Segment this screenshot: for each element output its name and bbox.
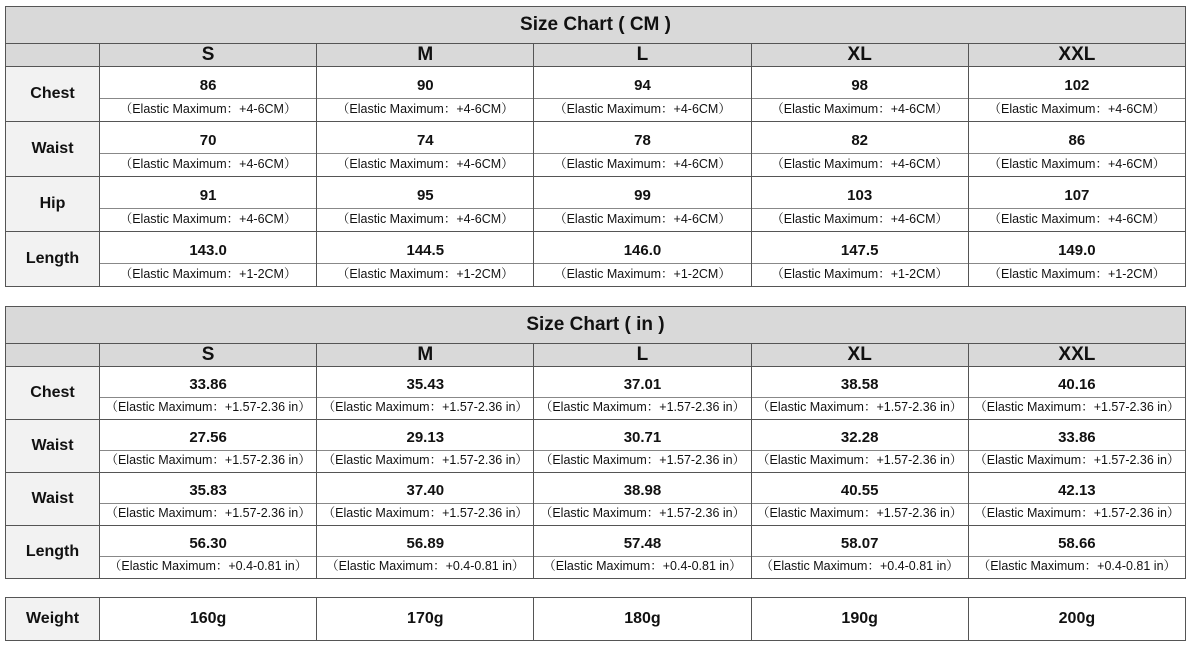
measure-value: 56.30 — [189, 535, 227, 552]
elastic-note: （Elastic Maximum：+4-6CM） — [317, 153, 533, 176]
elastic-note: （Elastic Maximum：+1.57-2.36 in） — [317, 397, 533, 419]
measure-cell — [534, 67, 751, 122]
elastic-note: （Elastic Maximum：+4-6CM） — [969, 98, 1185, 121]
table-row — [6, 420, 1186, 473]
measure-value: 42.13 — [1058, 482, 1096, 499]
measure-value: 38.58 — [840, 376, 879, 393]
measure-value: 70 — [199, 132, 217, 149]
measure-cell — [968, 177, 1185, 232]
measure-value: 74 — [416, 132, 434, 149]
elastic-note: （Elastic Maximum：+4-6CM） — [969, 153, 1185, 176]
measure-cell — [534, 420, 751, 473]
row-label: Chest — [6, 67, 100, 122]
elastic-note: （Elastic Maximum：+1-2CM） — [317, 263, 533, 286]
elastic-note: （Elastic Maximum：+1.57-2.36 in） — [969, 450, 1185, 472]
measure-cell — [968, 367, 1185, 420]
table-row — [6, 473, 1186, 526]
elastic-note: （Elastic Maximum：+1-2CM） — [534, 263, 750, 286]
weight-value: 160g — [100, 598, 317, 641]
measure-value: 40.16 — [1058, 376, 1096, 393]
elastic-note: （Elastic Maximum：+1.57-2.36 in） — [100, 503, 316, 525]
weight-value: 170g — [317, 598, 534, 641]
measure-value: 103 — [847, 187, 873, 204]
row-label: Waist — [6, 420, 100, 473]
measure-value: 99 — [634, 187, 651, 204]
table-row — [6, 367, 1186, 420]
elastic-note: （Elastic Maximum：+1-2CM） — [969, 263, 1185, 286]
size-header-xl: XL — [751, 44, 968, 67]
weight-value: 190g — [751, 598, 968, 641]
elastic-note: （Elastic Maximum：+4-6CM） — [317, 208, 533, 231]
measure-cell — [968, 122, 1185, 177]
measure-cell — [100, 367, 317, 420]
measure-value: 37.40 — [406, 482, 445, 499]
table-row — [6, 122, 1186, 177]
measure-cell — [751, 420, 968, 473]
elastic-note: （Elastic Maximum：+0.4-0.81 in） — [534, 556, 750, 578]
elastic-note: （Elastic Maximum：+4-6CM） — [534, 153, 750, 176]
elastic-note: （Elastic Maximum：+4-6CM） — [100, 153, 316, 176]
measure-value: 37.01 — [623, 376, 662, 393]
row-label: Length — [6, 232, 100, 287]
row-label: Waist — [6, 473, 100, 526]
row-label: Hip — [6, 177, 100, 232]
size-header-m: M — [317, 44, 534, 67]
size-header-m: M — [317, 344, 534, 367]
measure-value: 98 — [851, 77, 868, 94]
measure-cell — [317, 232, 534, 287]
measure-value: 94 — [634, 77, 651, 94]
elastic-note: （Elastic Maximum：+4-6CM） — [969, 208, 1185, 231]
corner-cell — [6, 344, 100, 367]
size-chart-cm-table — [5, 6, 1186, 287]
measure-value: 38.98 — [623, 482, 662, 499]
elastic-note: （Elastic Maximum：+1-2CM） — [752, 263, 968, 286]
measure-cell — [751, 122, 968, 177]
weight-value: 180g — [534, 598, 751, 641]
measure-cell — [751, 526, 968, 579]
measure-value: 107 — [1064, 187, 1090, 204]
measure-cell — [317, 122, 534, 177]
table-row — [6, 177, 1186, 232]
elastic-note: （Elastic Maximum：+1.57-2.36 in） — [534, 397, 750, 419]
measure-cell — [100, 526, 317, 579]
elastic-note: （Elastic Maximum：+4-6CM） — [317, 98, 533, 121]
table-row — [6, 598, 1186, 641]
elastic-note: （Elastic Maximum：+0.4-0.81 in） — [969, 556, 1185, 578]
corner-cell — [6, 44, 100, 67]
measure-value: 57.48 — [623, 535, 662, 552]
measure-value: 35.83 — [189, 482, 227, 499]
size-header-l: L — [534, 44, 751, 67]
table-row — [6, 67, 1186, 122]
size-header-s: S — [100, 44, 317, 67]
measure-cell — [968, 67, 1185, 122]
measure-cell — [100, 473, 317, 526]
measure-value: 78 — [634, 132, 651, 149]
measure-cell — [317, 473, 534, 526]
measure-value: 56.89 — [406, 535, 445, 552]
elastic-note: （Elastic Maximum：+0.4-0.81 in） — [100, 556, 316, 578]
measure-value: 95 — [416, 187, 434, 204]
measure-value: 102 — [1064, 77, 1090, 94]
elastic-note: （Elastic Maximum：+1-2CM） — [100, 263, 316, 286]
measure-cell — [317, 420, 534, 473]
measure-value: 149.0 — [1058, 242, 1096, 259]
measure-value: 86 — [199, 77, 217, 94]
row-label: Length — [6, 526, 100, 579]
table-title: Size Chart ( in ) — [6, 307, 1186, 344]
elastic-note: （Elastic Maximum：+1.57-2.36 in） — [969, 503, 1185, 525]
elastic-note: （Elastic Maximum：+1.57-2.36 in） — [752, 450, 968, 472]
size-header-l: L — [534, 344, 751, 367]
measure-value: 58.07 — [840, 535, 879, 552]
elastic-note: （Elastic Maximum：+4-6CM） — [752, 98, 968, 121]
elastic-note: （Elastic Maximum：+1.57-2.36 in） — [100, 397, 316, 419]
elastic-note: （Elastic Maximum：+4-6CM） — [534, 98, 750, 121]
elastic-note: （Elastic Maximum：+1.57-2.36 in） — [752, 397, 968, 419]
measure-cell — [534, 367, 751, 420]
table-row — [6, 232, 1186, 287]
elastic-note: （Elastic Maximum：+4-6CM） — [752, 153, 968, 176]
measure-value: 146.0 — [623, 242, 662, 259]
measure-value: 27.56 — [189, 429, 227, 446]
elastic-note: （Elastic Maximum：+1.57-2.36 in） — [534, 450, 750, 472]
elastic-note: （Elastic Maximum：+1.57-2.36 in） — [100, 450, 316, 472]
measure-cell — [968, 232, 1185, 287]
row-label: Chest — [6, 367, 100, 420]
measure-value: 86 — [1068, 132, 1086, 149]
measure-cell — [100, 232, 317, 287]
size-header-xxl: XXL — [968, 344, 1185, 367]
table-row — [6, 526, 1186, 579]
elastic-note: （Elastic Maximum：+1.57-2.36 in） — [752, 503, 968, 525]
size-header-s: S — [100, 344, 317, 367]
measure-cell — [100, 67, 317, 122]
row-label: Weight — [6, 598, 100, 641]
size-header-xl: XL — [751, 344, 968, 367]
measure-value: 30.71 — [623, 429, 662, 446]
measure-value: 32.28 — [840, 429, 879, 446]
measure-cell — [534, 232, 751, 287]
measure-cell — [317, 367, 534, 420]
measure-value: 58.66 — [1058, 535, 1096, 552]
measure-value: 143.0 — [189, 242, 227, 259]
measure-value: 91 — [199, 187, 217, 204]
measure-cell — [100, 420, 317, 473]
elastic-note: （Elastic Maximum：+4-6CM） — [100, 98, 316, 121]
measure-cell — [100, 177, 317, 232]
elastic-note: （Elastic Maximum：+0.4-0.81 in） — [752, 556, 968, 578]
measure-cell — [751, 67, 968, 122]
table-title: Size Chart ( CM ) — [6, 7, 1186, 44]
measure-cell — [317, 67, 534, 122]
measure-value: 82 — [851, 132, 868, 149]
measure-cell — [751, 473, 968, 526]
measure-cell — [317, 526, 534, 579]
measure-cell — [534, 526, 751, 579]
weight-table — [5, 597, 1186, 641]
elastic-note: （Elastic Maximum：+4-6CM） — [100, 208, 316, 231]
elastic-note: （Elastic Maximum：+4-6CM） — [752, 208, 968, 231]
measure-cell — [100, 122, 317, 177]
elastic-note: （Elastic Maximum：+1.57-2.36 in） — [969, 397, 1185, 419]
measure-cell — [751, 232, 968, 287]
weight-value: 200g — [968, 598, 1185, 641]
measure-value: 33.86 — [1058, 429, 1096, 446]
measure-cell — [534, 177, 751, 232]
measure-cell — [968, 420, 1185, 473]
size-header-xxl: XXL — [968, 44, 1185, 67]
row-label: Waist — [6, 122, 100, 177]
measure-cell — [968, 473, 1185, 526]
measure-cell — [534, 122, 751, 177]
measure-cell — [751, 367, 968, 420]
measure-value: 29.13 — [406, 429, 445, 446]
elastic-note: （Elastic Maximum：+1.57-2.36 in） — [317, 503, 533, 525]
size-chart-in-table — [5, 306, 1186, 579]
elastic-note: （Elastic Maximum：+4-6CM） — [534, 208, 750, 231]
measure-cell — [317, 177, 534, 232]
measure-value: 35.43 — [406, 376, 445, 393]
measure-cell — [534, 473, 751, 526]
elastic-note: （Elastic Maximum：+1.57-2.36 in） — [534, 503, 750, 525]
measure-value: 147.5 — [840, 242, 879, 259]
measure-value: 33.86 — [189, 376, 227, 393]
measure-cell — [968, 526, 1185, 579]
elastic-note: （Elastic Maximum：+1.57-2.36 in） — [317, 450, 533, 472]
elastic-note: （Elastic Maximum：+0.4-0.81 in） — [317, 556, 533, 578]
measure-value: 90 — [416, 77, 434, 94]
measure-value: 40.55 — [840, 482, 879, 499]
measure-value: 144.5 — [406, 242, 445, 259]
measure-cell — [751, 177, 968, 232]
